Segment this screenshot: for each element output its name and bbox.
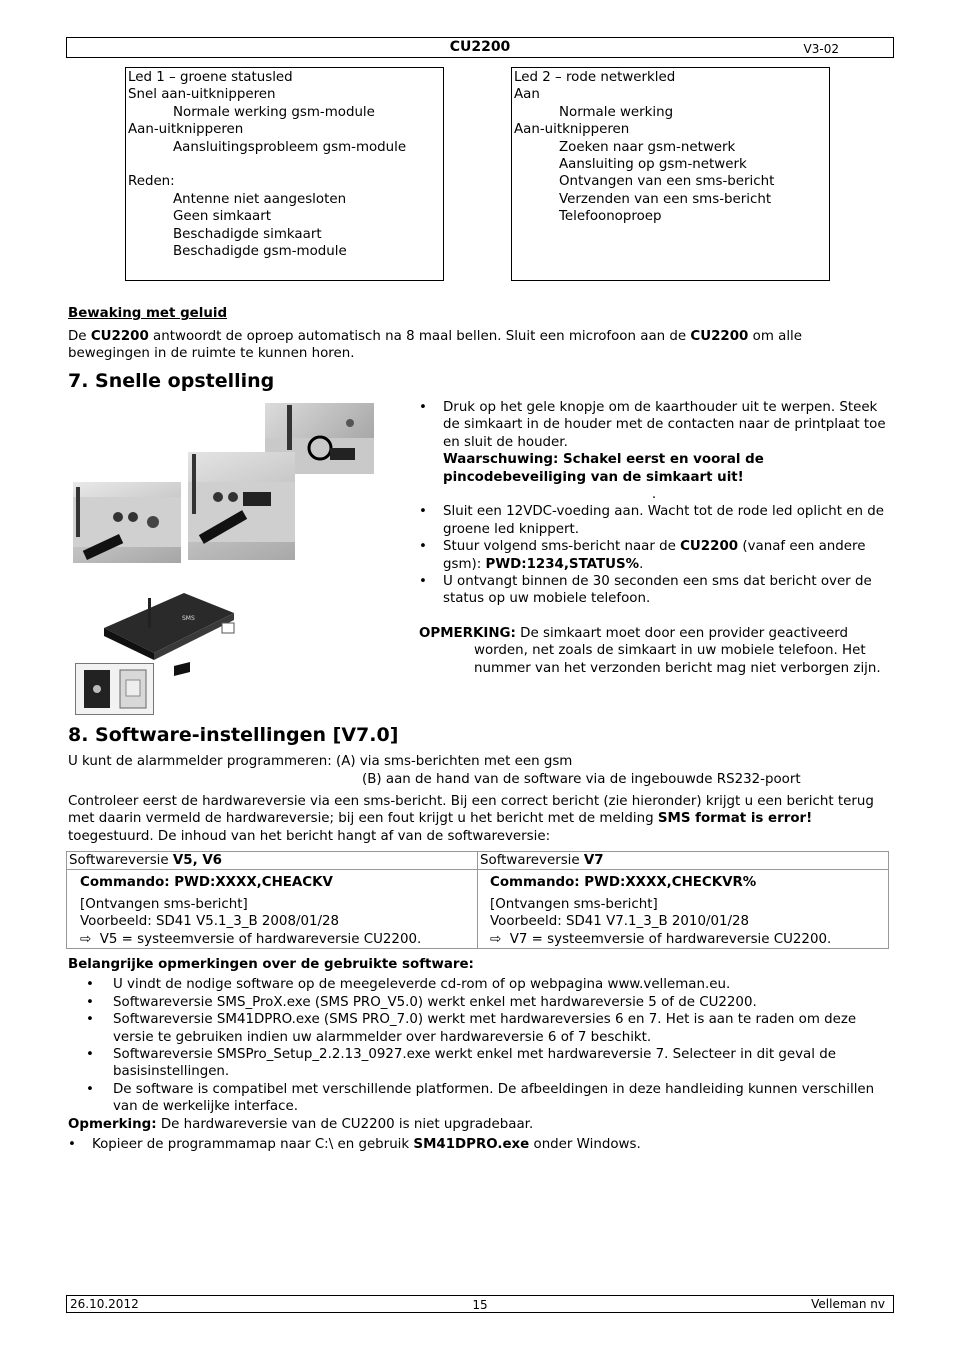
copy-instruction	[68, 1136, 890, 1153]
header-right-text: Softwareversie	[480, 853, 584, 868]
led-line: Telefoonoproep	[559, 209, 662, 225]
arrow-icon: ⇨	[490, 931, 502, 947]
page-header	[66, 37, 894, 58]
note-item: • De software is compatibel met verschillende platformen. De afbeeldingen in deze handleiding kunnen verschillen van de werkelijke interface.	[68, 1081, 890, 1116]
instruction-power: Sluit een 12VDC-voeding aan. Wacht tot de rode led oplicht en de groene led knippert.	[443, 504, 884, 537]
check-error: SMS format is error!	[657, 811, 813, 827]
software-notes	[68, 956, 890, 1153]
copy-exe: SM41DPRO.exe	[413, 1137, 530, 1153]
table-cell-right	[478, 870, 889, 949]
note-item: • Softwareversie SMSPro_Setup_2.2.13_0927.exe werkt enkel met hardwareversie 7. Selecteer in dit geval de basisinstellingen.	[68, 1046, 890, 1081]
software-version-table	[66, 851, 889, 949]
led-line: Aan	[514, 87, 540, 103]
section7-instructions	[419, 399, 889, 677]
led1-title: Led 1 – groene statusled	[128, 70, 293, 85]
remark-text: De hardwareversie van de CU2200 is niet upgradebaar.	[156, 1116, 534, 1132]
table-cell-left	[67, 870, 478, 949]
result-right	[490, 931, 876, 948]
led-line	[128, 156, 441, 173]
instruction-sms-end: .	[639, 556, 644, 572]
note-item: • Softwareversie SM41DPRO.exe (SMS PRO_7.0) werkt met hardwareversies 6 en 7. Het is aan te raden om deze versie te gebruiken indien uw alarmmelder over hardwareversie 6 of 7 beschikt.	[68, 1011, 890, 1046]
note-item: • U vindt de nodige software op de meegeleverde cd-rom of op webpagina www.velleman.eu.	[68, 976, 890, 993]
check-text: Controleer eerst de hardwareversie via een sms-bericht. Bij een correct bericht (zie hieronder) krijgt u een bericht terug met daarin vermeld de hardwareversie; bij een fout krijgt u het bericht met de melding	[68, 794, 874, 827]
photo-device-side-1	[188, 452, 295, 560]
instruction-item	[419, 538, 889, 573]
led-line: Reden:	[128, 174, 175, 190]
example-right: Voorbeeld: SD41 V7.1_3_B 2010/01/28	[490, 914, 750, 930]
sound-paragraph	[68, 328, 888, 363]
led-line: Beschadigde simkaart	[173, 226, 322, 242]
photo-device-side-2	[73, 482, 181, 563]
led-line: Ontvangen van een sms-bericht	[559, 174, 775, 190]
led-line: Aan-uitknipperen	[514, 122, 630, 138]
instruction-item	[419, 573, 889, 608]
sound-text-1: De	[68, 329, 91, 344]
led2-lines	[514, 86, 827, 225]
instruction-item	[419, 399, 889, 503]
result-right-text: V7 = systeemversie of hardwareversie CU2200.	[509, 931, 832, 947]
instruction-sms-device: CU2200	[680, 539, 739, 555]
led-line: Aansluitingsprobleem gsm-module	[173, 139, 407, 155]
copy-pre: Kopieer de programmamap naar C:\ en gebruik	[92, 1137, 414, 1153]
example-left: Voorbeeld: SD41 V5.1_3_B 2008/01/28	[80, 914, 340, 930]
document-version: V3-02	[803, 42, 839, 56]
sound-bold-2: CU2200	[690, 329, 749, 344]
led-line: Verzenden van een sms-bericht	[559, 191, 772, 207]
instruction-simcard: Druk op het gele knopje om de kaarthouder uit te werpen. Steek de simkaart in de houder met de contacten naar de printplaat toe en sluit de houder.	[443, 400, 886, 450]
document-title: CU2200	[449, 39, 511, 55]
led2-title: Led 2 – rode netwerkled	[514, 70, 676, 85]
table-header-left	[67, 852, 478, 870]
command-right: Commando: PWD:XXXX,CHECKVR%	[490, 875, 757, 891]
note-label: OPMERKING:	[419, 625, 516, 641]
section8-check-paragraph	[68, 793, 890, 845]
section7-title: 7. Snelle opstelling	[68, 370, 275, 392]
page-footer	[66, 1295, 894, 1313]
instruction-sms-command: PWD:1234,STATUS%	[485, 556, 640, 572]
command-left: Commando: PWD:XXXX,CHEACKV	[80, 875, 333, 891]
photo-simcard	[75, 663, 154, 715]
note-first-line: De simkaart moet door een provider geactiveerd	[515, 625, 848, 641]
led-line: Normale werking	[559, 104, 674, 120]
device-label: SMS	[182, 615, 195, 622]
instruction-sms-mid: (vanaf een andere gsm):	[443, 539, 866, 572]
copy-end: onder Windows.	[529, 1137, 641, 1153]
table-header-right	[478, 852, 889, 870]
sound-text-3: om alle bewegingen in de ruimte te kunnen horen.	[68, 329, 803, 362]
instruction-status: U ontvangt binnen de 30 seconden een sms dat bericht over de status op uw mobiele telefoon.	[443, 574, 872, 607]
instruction-warning: Waarschuwing: Schakel eerst en vooral de pincodebeveiliging van de simkaart uit!	[443, 452, 764, 485]
check-end: toegestuurd. De inhoud van het bericht hangt af van de softwareversie:	[68, 828, 551, 844]
instruction-item	[419, 503, 889, 538]
led-line: Geen simkaart	[173, 209, 272, 225]
led-line: Antenne niet aangesloten	[173, 191, 347, 207]
notes-heading: Belangrijke opmerkingen over de gebruikte software:	[68, 957, 474, 972]
section7-note	[419, 625, 889, 677]
received-right: [Ontvangen sms-bericht]	[490, 896, 658, 912]
instruction-sms-pre: Stuur volgend sms-bericht naar de	[443, 539, 681, 555]
received-left: [Ontvangen sms-bericht]	[80, 896, 248, 912]
led1-lines	[128, 86, 441, 260]
result-left	[80, 931, 465, 948]
sound-bold-1: CU2200	[90, 329, 149, 344]
led-line: Beschadigde gsm-module	[173, 244, 347, 260]
section8-intro-a: U kunt de alarmmelder programmeren: (A) via sms-berichten met een gsm	[68, 754, 573, 769]
led-line: Aan-uitknipperen	[128, 122, 244, 138]
footer-date: 26.10.2012	[70, 1297, 139, 1311]
remark	[68, 1116, 890, 1133]
led2-box	[511, 67, 830, 281]
header-left-version: V5, V6	[172, 853, 223, 868]
led-line: Aansluiting op gsm-netwerk	[559, 157, 747, 173]
note-rest: worden, net zoals de simkaart in uw mobiele telefoon. Het nummer van het verzonden bericht mag niet verborgen zijn.	[474, 643, 881, 676]
header-left-text: Softwareversie	[69, 853, 173, 868]
photo-device-overview	[94, 588, 239, 664]
section8-intro-b: (B) aan de hand van de software via de ingebouwde RS232-poort	[362, 772, 801, 787]
section8-title: 8. Software-instellingen [V7.0]	[68, 724, 399, 746]
led-line: Normale werking gsm-module	[173, 104, 375, 120]
sound-text-2: antwoordt de oproep automatisch na 8 maal bellen. Sluit een microfoon aan de	[148, 329, 691, 344]
stray-dot: .	[651, 487, 657, 503]
photo-connector	[172, 660, 192, 678]
note-item: • Softwareversie SMS_ProX.exe (SMS PRO_V5.0) werkt enkel met hardwareversie 5 of de CU2200.	[68, 994, 890, 1011]
led-line: Snel aan-uitknipperen	[128, 87, 276, 103]
led1-box	[125, 67, 444, 281]
header-right-version: V7	[583, 853, 604, 868]
remark-label: Opmerking:	[68, 1116, 157, 1132]
footer-company: Velleman nv	[811, 1297, 885, 1311]
page-number: 15	[472, 1298, 488, 1312]
led-line: Zoeken naar gsm-netwerk	[559, 139, 736, 155]
result-left-text: V5 = systeemversie of hardwareversie CU2200.	[99, 931, 422, 947]
sound-heading: Bewaking met geluid	[68, 306, 228, 321]
arrow-icon: ⇨	[80, 931, 92, 947]
